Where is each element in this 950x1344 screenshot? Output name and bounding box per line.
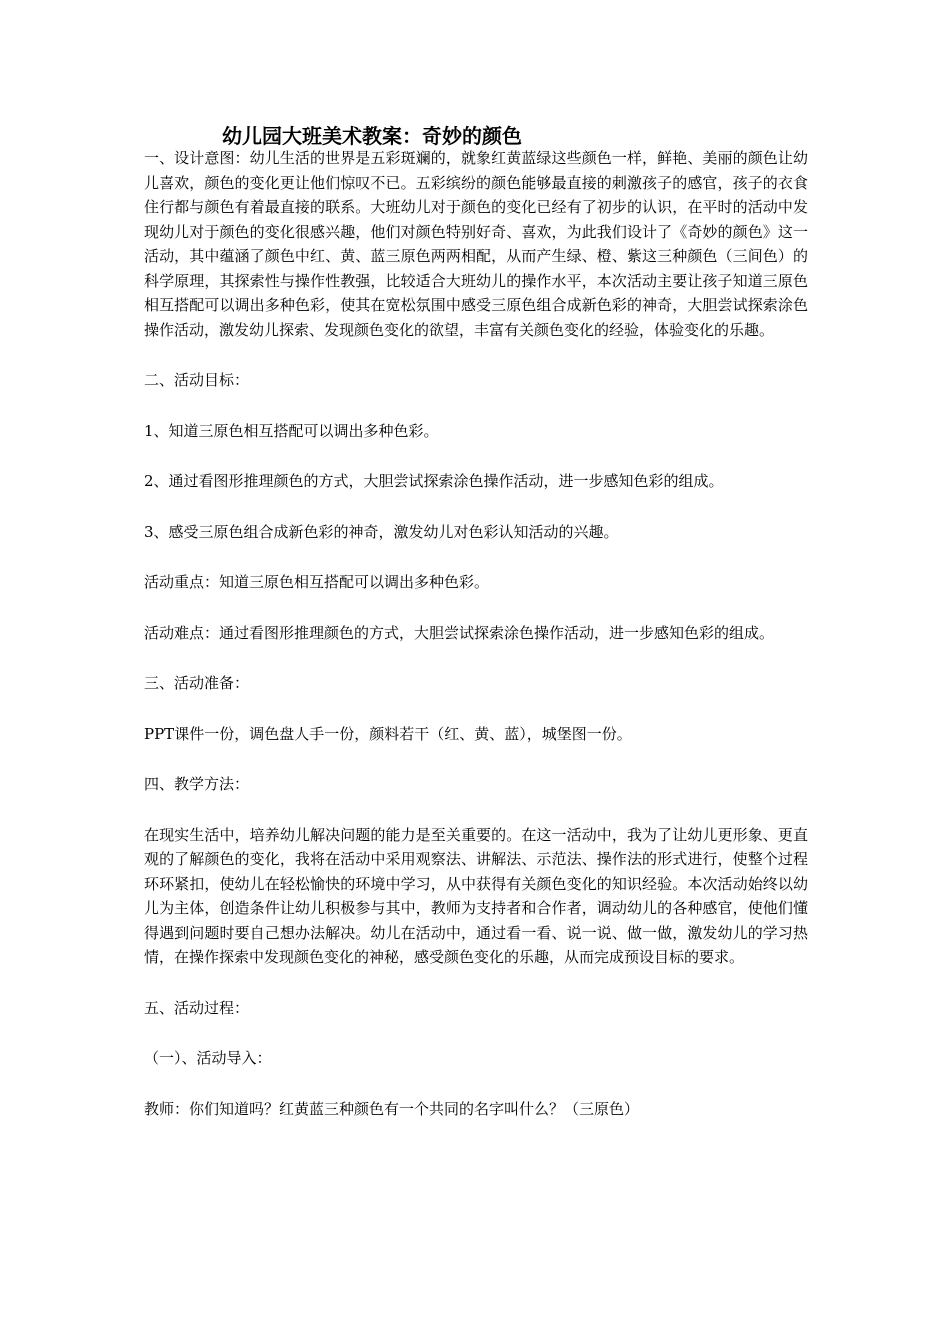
document-title: 幼儿园大班美术教案：奇妙的颜色 [222,124,522,148]
goal-item-2: 2、通过看图形推理颜色的方式，大胆尝试探索涂色操作活动，进一步感知色彩的组成。 [144,472,724,490]
paragraph-materials: PPT课件一份，调色盘人手一份，颜料若干（红、黄、蓝），城堡图一份。 [144,724,632,743]
goal-item-3: 3、感受三原色组合成新色彩的神奇，激发幼儿对色彩认知活动的兴趣。 [144,522,619,541]
paragraph-teaching-methods: 在现实生活中，培养幼儿解决问题的能力是至关重要的。在这一活动中，我为了让幼儿更形象、更直观的了解颜色的变化，我将在活动中采用观察法、讲解法、示范法、操作法的形式进行，使整个过程环环紧扣，使幼儿在轻松愉快的环境中学习，从中获得有关颜色变化的知识经验。本次活动始终以幼儿为主体，创造条件让幼儿积极参与其中，教师为支持者和合作者，调动幼儿的各种感官，使他们懂得遇到问题时要自己想办法解决。幼儿在活动中，通过看一看、说一说、做一做，激发幼儿的学习热情，在操作探索中发现颜色变化的神秘，感受颜色变化的乐趣，从而完成预设目标的要求。 [144,825,808,966]
paragraph-design-intent: 一、设计意图：幼儿生活的世界是五彩斑斓的，就象红黄蓝绿这些颜色一样，鲜艳、美丽的颜色让幼儿喜欢，颜色的变化更让他们惊叹不已。五彩缤纷的颜色能够最直接的刺激孩子的感官，孩子的衣食住行都与颜色有着最直接的联系。大班幼儿对于颜色的变化已经有了初步的认识，在平时的活动中发现幼儿对于颜色的变化很感兴趣，他们对颜色特别好奇、喜欢，为此我们设计了《奇妙的颜色》这一活动，其中蕴涵了颜色中红、黄、蓝三原色两两相配，从而产生绿、橙、紫这三种颜色（三间色）的科学原理，其探索性与操作性教强，比较适合大班幼儿的操作水平，本次活动主要让孩子知道三原色相互搭配可以调出多种色彩，使其在宽松氛围中感受三原色组合成新色彩的神奇，大胆尝试探索涂色操作活动，激发幼儿探索、发现颜色变化的欲望，丰富有关颜色变化的经验，体验变化的乐趣。 [144,149,808,339]
paragraph-key-point: 活动重点：知道三原色相互搭配可以调出多种色彩。 [144,573,490,591]
heading-activity-process: 五、活动过程： [144,998,250,1017]
document-body [144,146,808,1121]
heading-activity-goals: 二、活动目标： [144,371,250,389]
paragraph-teacher-question: 教师：你们知道吗？红黄蓝三种颜色有一个共同的名字叫什么？（三原色） [144,1099,640,1118]
heading-activity-preparation: 三、活动准备： [144,674,250,692]
heading-activity-intro: （一）、活动导入： [144,1049,272,1067]
goal-item-1: 1、知道三原色相互搭配可以调出多种色彩。 [144,421,439,440]
paragraph-difficulty: 活动难点：通过看图形推理颜色的方式，大胆尝试探索涂色操作活动，进一步感知色彩的组成。 [144,623,775,642]
heading-teaching-methods: 四、教学方法： [144,775,250,793]
